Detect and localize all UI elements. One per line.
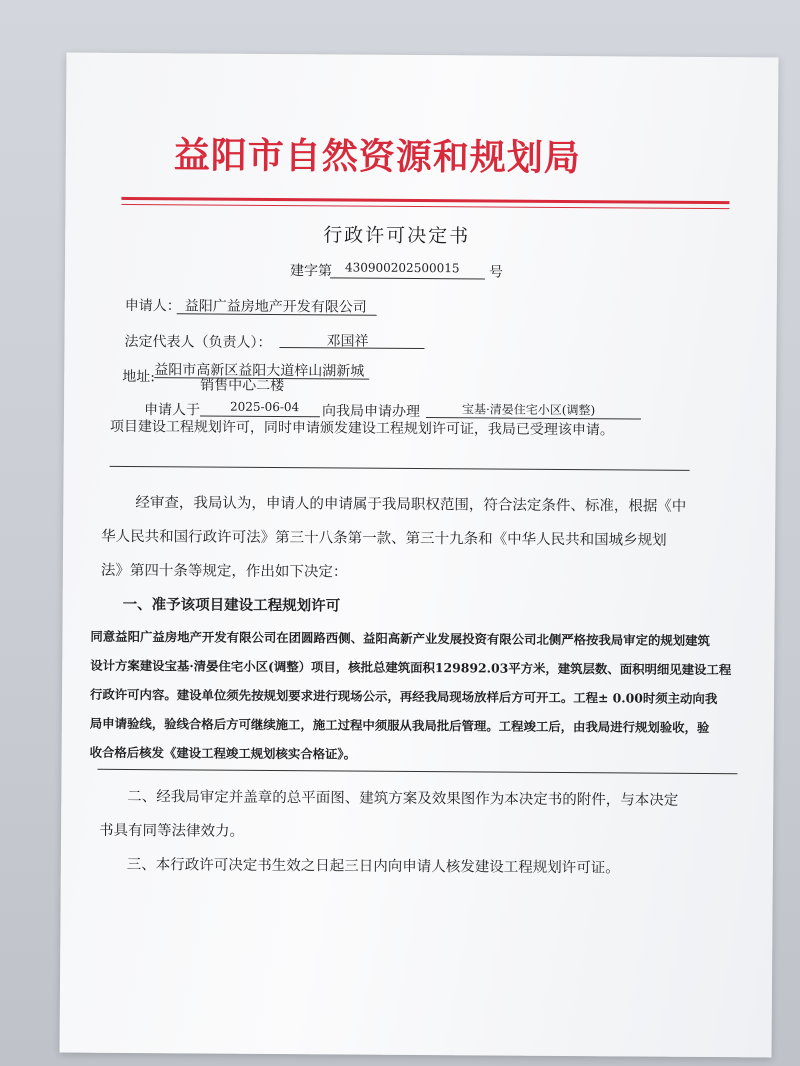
application-project: 宝基·清晏住宅小区(调整) [461,402,596,418]
address-line1: 益阳市高新区益阳大道梓山湖新城 [154,362,365,380]
applicant-label: 申请人： [124,297,181,315]
review-line2: 华人民共和国行政许可法》第三十八条第一款、第三十九条和《中华人民共和国城乡规划 [101,528,667,549]
doc-number-prefix: 建字第 [289,263,333,280]
item2-line1: 二、经我局审定并盖章的总平面图、建筑方案及效果图作为本决定书的附件，与本决定 [127,788,679,809]
header-rule-thick [121,197,729,204]
application-date: 2025-06-04 [229,399,300,415]
legal-rep-value: 邓国祥 [326,333,369,350]
address-line2: 销售中心二楼 [200,377,285,395]
item1-line: 行政许可内容。建设单位须先按规划要求进行现场公示，再经我局现场放样后方可开工。工程± 0.00时须主动向我 [89,686,718,707]
doc-number-value: 430900202500015 [344,260,460,276]
section-divider [110,466,690,471]
item1-line: 同意益阳广益房地产开发有限公司在团圆路西侧、益阳高新产业发展投资有限公司北侧严格按我局审定的规划建筑 [90,628,710,649]
item1-line: 局申请验线，验线合格后方可继续施工，施工过程中须服从我局批后管理。工程竣工后，由我局进行规划验收，验 [89,715,710,736]
legal-rep-label: 法定代表人（负责人）： [124,333,272,351]
application-part1: 申请人于 [143,402,201,419]
review-line3: 法》第四十条等规定，作出如下决定： [100,562,348,581]
doc-number-suffix: 号 [488,264,504,281]
document-title: 行政许可决定书 [323,224,471,248]
address-label: 地址: [122,368,156,386]
item1-line: 收合格后核发《建设工程竣工规划核实合格证》。 [89,744,357,762]
item3-text: 三、本行政许可决定书生效之日起三日内向申请人核发建设工程规划许可证。 [126,856,620,877]
item1-underline [97,769,737,774]
agency-header: 益阳市自然资源和规划局 [173,135,581,180]
item2-line2: 书具有同等法律效力。 [99,822,245,840]
item1-line: 设计方案建设宝基·清晏住宅小区(调整）项目，核批总建筑面积129892.03平方米，建筑层数、面积明细见建设工程 [90,657,732,678]
review-line1: 经审查，我局认为，申请人的申请属于我局职权范围，符合法定条件、标准，根据《中 [135,495,687,515]
application-part2: 向我局申请办理 [321,403,421,421]
applicant-value: 益阳广益房地产开发有限公司 [184,298,367,316]
application-line2: 项目建设工程规划许可，同时申请颁发建设工程规划许可证，我局已受理该申请。 [109,418,614,439]
document-sheet [60,53,779,1058]
header-rule-thin [121,204,729,209]
item1-heading: 一、准予该项目建设工程规划许可 [122,595,341,615]
doc-number-underline [330,277,485,279]
